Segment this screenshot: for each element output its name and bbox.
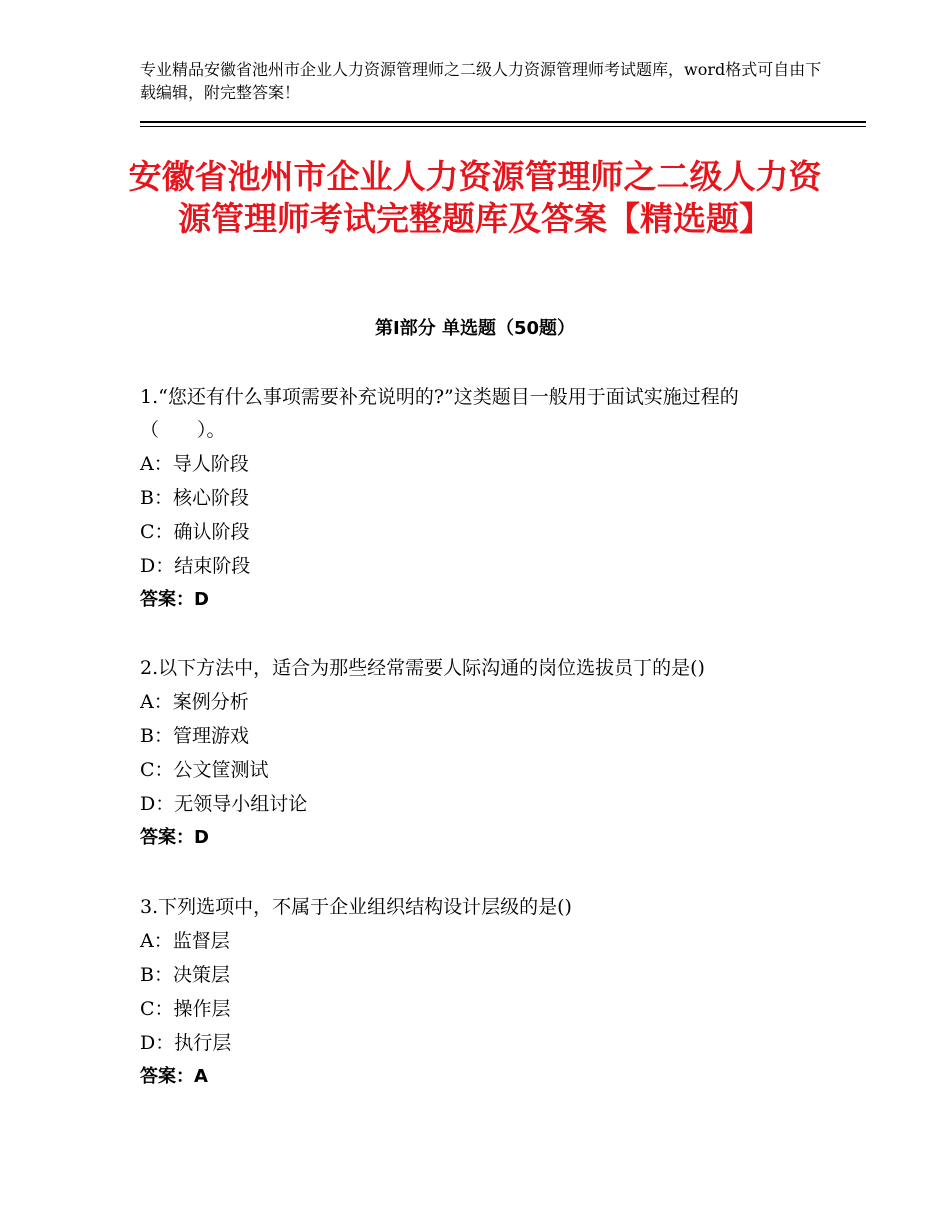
- option-b: B：决策层: [140, 964, 230, 986]
- answer-label: 答案：D: [140, 827, 209, 848]
- option-a: A：案例分析: [140, 691, 249, 713]
- question-1: [140, 381, 820, 617]
- question-3: [140, 891, 820, 1094]
- header-rule-thin: [140, 126, 866, 127]
- question-2: [140, 652, 820, 855]
- option-a: A：导人阶段: [140, 453, 249, 475]
- answer-label: 答案：A: [140, 1066, 208, 1087]
- option-c: C：操作层: [140, 998, 231, 1020]
- question-stem: 2.以下方法中，适合为那些经常需要人际沟通的岗位选拔员丁的是(): [140, 657, 705, 679]
- document-title: 安徽省池州市企业人力资源管理师之二级人力资源管理师考试完整题库及答案【精选题】: [128, 157, 822, 238]
- option-d: D：结束阶段: [140, 555, 251, 577]
- header-rule-thick: [140, 121, 866, 123]
- option-d: D：无领导小组讨论: [140, 793, 308, 815]
- option-b: B：管理游戏: [140, 725, 249, 747]
- question-stem: 1.“您还有什么事项需要补充说明的?”这类题目一般用于面试实施过程的（ ）。: [140, 386, 739, 441]
- section-heading: 第Ⅰ部分 单选题（50题）: [374, 318, 575, 339]
- option-c: C：公文筐测试: [140, 759, 269, 781]
- option-b: B：核心阶段: [140, 487, 249, 509]
- option-d: D：执行层: [140, 1032, 232, 1054]
- option-a: A：监督层: [140, 930, 230, 952]
- header-note: 专业精品安徽省池州市企业人力资源管理师之二级人力资源管理师考试题库，word格式可自由下载编辑，附完整答案！: [140, 60, 822, 102]
- answer-label: 答案：D: [140, 589, 209, 610]
- option-c: C：确认阶段: [140, 521, 250, 543]
- question-stem: 3.下列选项中，不属于企业组织结构设计层级的是(): [140, 896, 572, 918]
